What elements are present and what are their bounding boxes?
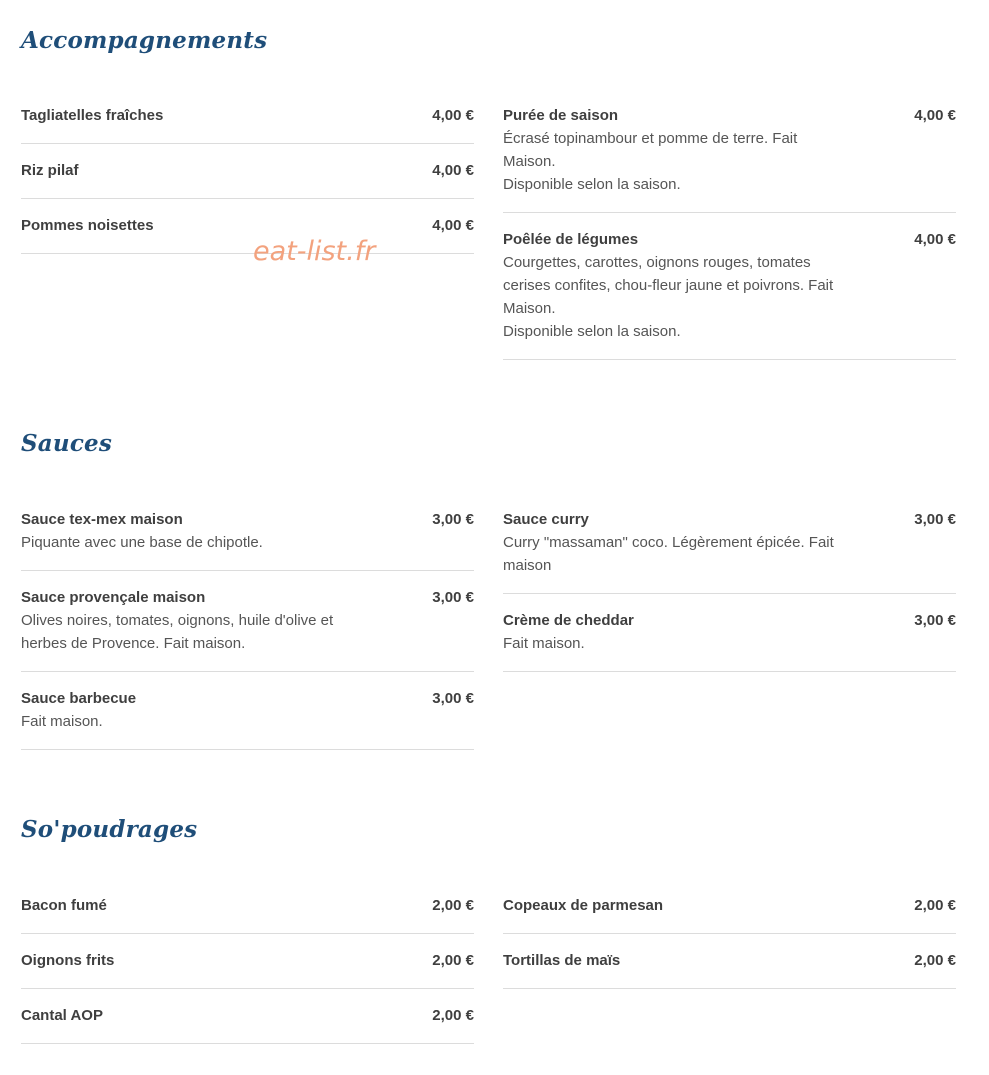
- item-price: 3,00 €: [432, 589, 474, 606]
- sauces-right-column: [503, 509, 956, 688]
- menu-item: [21, 1005, 474, 1044]
- item-price: 4,00 €: [914, 231, 956, 248]
- menu-item: [503, 229, 956, 360]
- menu-item: [21, 105, 474, 144]
- menu-item: [503, 610, 956, 672]
- item-name: Sauce barbecue: [21, 690, 137, 707]
- menu-item: [21, 895, 474, 934]
- item-name: Tortillas de maïs: [503, 952, 621, 969]
- item-description: Olives noires, tomates, oignons, huile d'olive et herbes de Provence. Fait maison.: [21, 612, 334, 652]
- item-price: 2,00 €: [432, 1007, 474, 1024]
- sopoudrages-left-column: [21, 895, 474, 1060]
- item-price: 4,00 €: [432, 217, 474, 234]
- watermark-text: eat-list.fr: [253, 236, 376, 267]
- item-name: Purée de saison: [503, 107, 619, 124]
- menu-item: [21, 587, 474, 672]
- item-price: 3,00 €: [432, 690, 474, 707]
- item-price: 4,00 €: [432, 162, 474, 179]
- item-price: 3,00 €: [914, 511, 956, 528]
- menu-item: [503, 105, 956, 213]
- item-name: Cantal AOP: [21, 1007, 103, 1024]
- item-name: Copeaux de parmesan: [503, 897, 664, 914]
- menu-item: [503, 895, 956, 934]
- accompagnements-right-column: [503, 105, 956, 376]
- item-description: Courgettes, carottes, oignons rouges, tomates cerises confites, chou-fleur jaune et poivrons. Fait Maison. Disponible selon la saison.: [503, 254, 834, 340]
- accompagnements-left-column: [21, 105, 474, 270]
- item-name: Pommes noisettes: [21, 217, 154, 234]
- sauces-left-column: [21, 509, 474, 766]
- item-description: Fait maison.: [21, 713, 103, 730]
- item-name: Oignons frits: [21, 952, 115, 969]
- item-price: 4,00 €: [432, 107, 474, 124]
- item-name: Sauce tex-mex maison: [21, 511, 183, 528]
- menu-item: [21, 160, 474, 199]
- item-name: Tagliatelles fraîches: [21, 107, 164, 124]
- menu-item: [21, 688, 474, 750]
- menu-item: [503, 509, 956, 594]
- item-price: 2,00 €: [914, 952, 956, 969]
- item-description: Écrasé topinambour et pomme de terre. Fait Maison. Disponible selon la saison.: [503, 130, 798, 193]
- item-description: Fait maison.: [503, 635, 585, 652]
- menu-item: [21, 509, 474, 571]
- sopoudrages-right-column: [503, 895, 956, 1005]
- menu-item: [21, 215, 474, 254]
- item-price: 3,00 €: [914, 612, 956, 629]
- item-description: Piquante avec une base de chipotle.: [21, 534, 263, 551]
- item-name: Bacon fumé: [21, 897, 107, 914]
- item-price: 2,00 €: [432, 952, 474, 969]
- item-name: Poêlée de légumes: [503, 231, 639, 248]
- item-name: Crème de cheddar: [503, 612, 634, 629]
- item-name: Sauce curry: [503, 511, 589, 528]
- menu-item: [503, 950, 956, 989]
- item-price: 2,00 €: [914, 897, 956, 914]
- item-price: 2,00 €: [432, 897, 474, 914]
- item-name: Sauce provençale maison: [21, 589, 206, 606]
- item-description: Curry "massaman" coco. Légèrement épicée. Fait maison: [503, 534, 834, 574]
- section-title-sopoudrages: So'poudrages: [21, 816, 198, 843]
- item-name: Riz pilaf: [21, 162, 79, 179]
- menu-item: [21, 950, 474, 989]
- section-title-sauces: Sauces: [21, 430, 113, 457]
- item-price: 3,00 €: [432, 511, 474, 528]
- item-price: 4,00 €: [914, 107, 956, 124]
- section-title-accompagnements: Accompagnements: [21, 27, 268, 54]
